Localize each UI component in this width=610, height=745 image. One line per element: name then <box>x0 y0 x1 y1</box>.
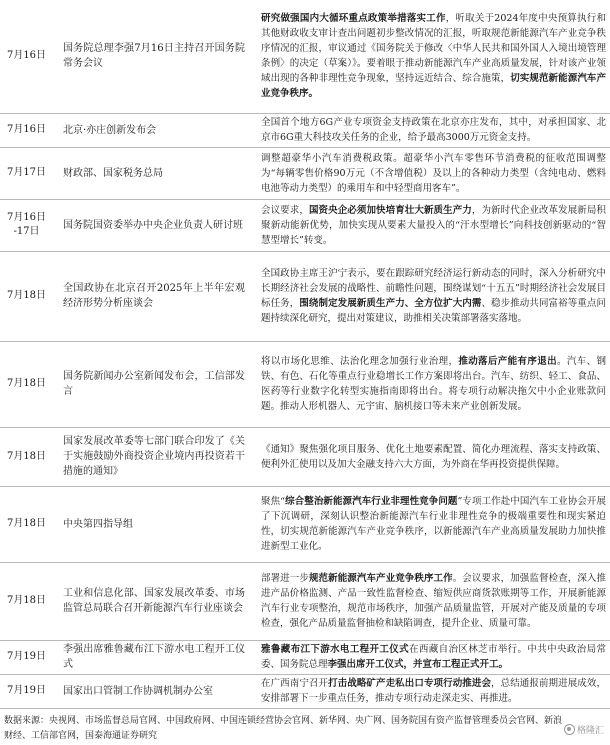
gelonghui-logo-icon <box>564 724 575 735</box>
detail-text: 在西藏自治区林芝市举行。中共中央政治局常委、国务院总理 <box>261 644 606 670</box>
detail-text: 在广西南宁召开 <box>261 678 329 689</box>
detail-text: 。汽车、钢铁、有色、石化等重点行业稳增长工作方案即将出台。汽车、纺织、轻工、食品、医药等行业数字化转型实施指南即将出台。将专项行动解决拖欠中小企业账款问题。推动人形机器人、元宇宙、脑机接口等未来产业创新发展。 <box>261 356 606 412</box>
event-detail <box>253 640 610 674</box>
event-organization: 李强出席雅鲁藏布江下游水电工程开工仪式 <box>53 640 253 674</box>
table-row <box>0 0 610 113</box>
event-date-line: 7月18日 <box>6 518 47 529</box>
detail-text: 、稳步推动共同富裕等重点问题持续深化研究，提出对策建议，助推相关决策部署落实落地。 <box>261 298 606 324</box>
event-organization: 中央第四指导组 <box>53 486 253 562</box>
event-date <box>0 427 53 486</box>
event-date-line: 7月19日 <box>6 651 47 662</box>
detail-highlight: 围绕制定发展新质生产力、全方位扩大内需 <box>299 298 482 309</box>
event-date-line: 7月17日 <box>6 167 47 178</box>
detail-text: 聚焦“ <box>261 496 286 507</box>
detail-highlight: 打击战略矿产走私出口专项行动推进会 <box>328 678 492 689</box>
event-detail <box>253 0 610 113</box>
detail-highlight: 切实规范新能源汽车产业竞争秩序。 <box>261 73 606 100</box>
detail-text: 调整超豪华小汽车消费税政策。超豪华小汽车零售环节消费税的征收范围调整为“每辆零售价格90万元（不含增值税）及以上的各种动力类型（含纯电动、燃料电池等动力类型）的乘用车和中轻型商用客车”。 <box>261 152 606 194</box>
event-date <box>0 113 53 147</box>
event-organization: 财政部、国家税务总局 <box>53 147 253 199</box>
table-row <box>0 562 610 640</box>
event-detail <box>253 562 610 640</box>
detail-text: ，听取关于2024年度中央预算执行和其他财政收支审计查出问题初步整改情况的汇报，听取规范新能源汽车产业竞争秩序情况的汇报，审议通过《国务院关于修改〈中华人民共和国外国人入境出境管理条例〉的决定（草案）》。要着眼于推动新能源汽车产业高质量发展，针对该产业领域出现的各种非理性竞争现象，坚持远近结合、综合施策， <box>261 13 606 85</box>
event-organization: 国务院总理李强7月16日主持召开国务院常务会议 <box>53 0 253 113</box>
detail-text: ，为新时代企业改革发展新局积聚新动能新优势，加快实现从要素大量投入的“汗水型增长”向科技创新驱动的“智慧型增长”转变。 <box>261 204 606 246</box>
event-detail <box>253 674 610 708</box>
event-organization: 工业和信息化部、国家发展改革委、市场监管总局联合召开新能源汽车行业座谈会 <box>53 562 253 640</box>
event-date <box>0 486 53 562</box>
table-row <box>0 427 610 486</box>
event-detail <box>253 199 610 251</box>
event-organization: 北京·亦庄创新发布会 <box>53 113 253 147</box>
watermark-text: 格隆汇 <box>576 726 604 736</box>
table-row <box>0 113 610 147</box>
detail-highlight: 研究做强国内大循环重点政策举措落实工作 <box>261 13 446 25</box>
table-row <box>0 640 610 674</box>
table-row <box>0 251 610 341</box>
detail-highlight: 国资央企必须加快培育壮大新质生产力 <box>308 204 472 216</box>
event-detail <box>253 251 610 341</box>
event-date <box>0 674 53 708</box>
detail-highlight: 规范新能源汽车产业竞争秩序工作 <box>308 573 453 584</box>
detail-highlight: 雅鲁藏布江下游水电工程开工仪式 <box>261 644 410 655</box>
event-date-line: -17日 <box>13 226 40 237</box>
event-date <box>0 640 53 674</box>
table-row <box>0 341 610 427</box>
table-row <box>0 486 610 562</box>
event-detail <box>253 486 610 562</box>
event-detail <box>253 147 610 199</box>
detail-text: 将以市场化思维、法治化理念加强行业治理， <box>261 356 459 367</box>
event-date <box>0 0 53 113</box>
detail-highlight: 李强出席开工仪式，并宣布工程正式开工。 <box>327 659 509 670</box>
event-organization: 全国政协在北京召开2025年上半年宏观经济形势分析座谈会 <box>53 251 253 341</box>
event-date-line: 7月18日 <box>6 290 47 301</box>
detail-highlight: 综合整治新能源汽车行业非理性竞争问题 <box>285 496 458 507</box>
event-detail <box>253 113 610 147</box>
detail-text: ”专项工作赴中国汽车工业协会开展了下沉调研，深刻认识整治新能源汽车行业非理性竞争的极端重要性和现实紧迫性，切实规范新能源汽车产业竞争秩序，以新能源汽车产业高质量发展助力加快推进新型工业化。 <box>261 496 606 552</box>
event-date-line: 7月19日 <box>6 685 47 696</box>
event-organization: 国家发展改革委等七部门联合印发了《关于实施鼓励外商投资企业境内再投资若干措施的通知》 <box>53 427 253 486</box>
event-date-line: 7月18日 <box>6 378 47 389</box>
detail-highlight: 推动落后产能有序退出 <box>458 356 557 367</box>
event-date-line: 7月18日 <box>6 595 47 606</box>
watermark <box>564 723 604 736</box>
event-organization: 国家出口管制工作协调机制办公室 <box>53 674 253 708</box>
event-date <box>0 341 53 427</box>
event-organization: 国务院新闻办公室新闻发布会，工信部发言 <box>53 341 253 427</box>
event-detail <box>253 341 610 427</box>
event-date-line: 7月16日 <box>6 124 47 135</box>
event-date <box>0 251 53 341</box>
detail-text: 。会议要求，加强监督检查，深入推进产品价格监测、产品一致性监督检查、缩短供应商货款账期等工作，开展新能源汽车行业专项整治，规范市场秩序，加强产品质量监管，开展对产能及质量的专项检查，强化产品质量监督抽检和缺陷调查，提升企业、质量可靠。 <box>261 573 606 629</box>
event-date-line: 7月16日 <box>6 50 47 62</box>
detail-text: 全国首个地方6G产业专项资金支持政策在北京亦庄发布，其中，对承担国家、北京市6G重大科技攻关任务的企业，给予最高3000万元资金支持。 <box>261 117 606 143</box>
table-row <box>0 674 610 708</box>
event-date-line: 7月16日 <box>6 212 47 223</box>
event-date <box>0 147 53 199</box>
detail-text: 会议要求， <box>261 204 309 216</box>
event-detail <box>253 427 610 486</box>
table-row <box>0 199 610 251</box>
detail-text: 部署进一步 <box>261 573 309 584</box>
table-row <box>0 147 610 199</box>
data-source-note: 数据来源：央视网、市场监督总局官网、中国政府网、中国连锁经营协会官网、新华网、央广网、国务院国有资产监督管理委员会官网、新浪财经、工信部官网，国泰海通证券研究 <box>4 716 563 741</box>
detail-text: 《通知》聚焦强化项目服务、优化土地要素配置、简化办理流程、落实支持政策、便利外汇使用以及加大金融支持六大方面，为外商在华再投资提供保障。 <box>261 443 606 470</box>
event-date <box>0 199 53 251</box>
event-date-line: 7月18日 <box>6 450 47 462</box>
event-organization: 国务院国资委举办中央企业负责人研讨班 <box>53 199 253 251</box>
detail-text: 全国政协主席王沪宁表示，要在跟踪研究经济运行新动态的同时，深入分析研究中长期经济社会发展的战略性、前瞻性问题，围绕谋划“十五五”时期经济社会发展目标任务， <box>261 268 606 309</box>
detail-text: ，总结通报前期进展成效，安排部署下一步重点任务，推动专项行动走深走实、再推进。 <box>261 678 606 704</box>
event-date <box>0 562 53 640</box>
